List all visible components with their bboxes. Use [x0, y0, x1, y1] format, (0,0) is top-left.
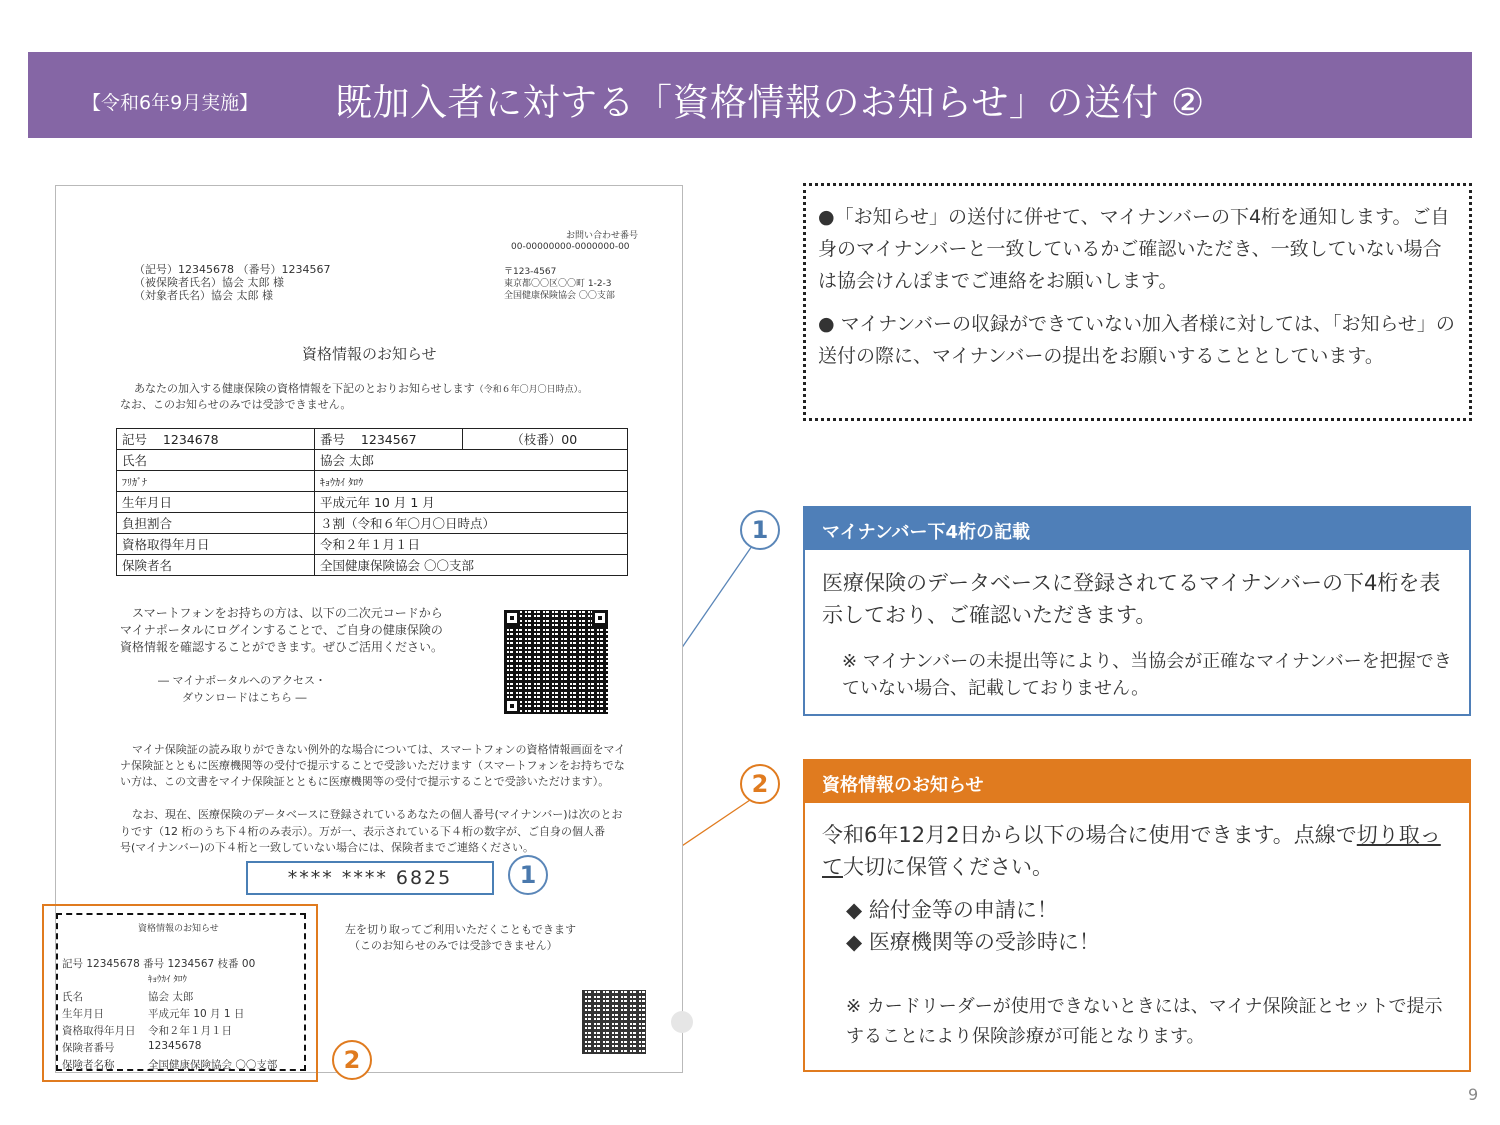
mynumber-panel-note: ※ マイナンバーの未提出等により、当協会が正確なマイナンバーを把握できていない場合、記載しておりません。 [842, 651, 1452, 699]
notice-panel-body: 令和6年12月2日から以下の場合に使用できます。点線で切り取って大切に保管ください。 [822, 823, 1441, 879]
exception-text: い方は、この文書をマイナ保険証とともに医療機関等の受付で提示することで受診いただけます）。 [120, 775, 610, 788]
smartphone-text: 資格情報を確認することができます。ぜひご活用ください。 [120, 640, 444, 654]
card-label: 保険者名称 [62, 1059, 115, 1071]
card-value: 協会 太郎 [148, 991, 194, 1003]
mynumber-text: 号(マイナンバー)の下４桁と一致していない場合には、保険者までご連絡ください。 [120, 841, 535, 854]
mynumber-text: なお、現在、医療保険のデータベースに登録されているあなたの個人番号(マイナンバー)は次のとお [132, 808, 623, 821]
masked-mynumber: **** **** 6825 [287, 867, 453, 889]
addressee-line: （対象者氏名）協会 太郎 様 [134, 289, 273, 302]
marker-1-panel: 1 [740, 510, 780, 550]
notice-bullet: ◆ 給付金等の申請に！ [846, 898, 1058, 922]
table-cell: 令和２年１月１日 [315, 534, 628, 555]
page-number: 9 [1468, 1085, 1479, 1104]
table-cell: 番号 1234567 [315, 429, 463, 450]
page-title: 既加入者に対する「資格情報のお知らせ」の送付 ② [335, 81, 1205, 124]
card-label: 氏名 [62, 991, 83, 1003]
exception-text: ナ保険証とともに医療機関等の受付で提示することで受診いただけます（スマートフォンをお持ちでな [120, 759, 625, 772]
table-cell: 負担割合 [117, 513, 315, 534]
title-tag: 【令和6年9月実施】 [82, 92, 259, 114]
smartphone-text: スマートフォンをお持ちの方は、以下の二次元コードから [132, 606, 443, 620]
table-cell: 生年月日 [117, 492, 315, 513]
table-cell: ３割（令和６年〇月〇日時点） [315, 513, 628, 534]
addressee-line: （記号）12345678 （番号）1234567 [134, 263, 331, 276]
portal-link-text[interactable]: ダウンロードはこちら ― [182, 691, 307, 704]
small-qr-code-icon [582, 990, 646, 1054]
cutout-note: 左を切り取ってご利用いただくこともできます [345, 923, 576, 936]
sender-line: 全国健康保険協会 〇〇支部 [504, 291, 615, 301]
marker-2-panel: 2 [740, 764, 780, 804]
table-cell: 氏名 [117, 450, 315, 471]
notice-panel-note: ※ カードリーダーが使用できないときには、マイナ保険証とセットで提示することにより保険診療が可能となります。 [846, 996, 1443, 1047]
notice-bullet: ◆ 医療機関等の受診時に！ [846, 930, 1100, 954]
card-value: 12345678 [148, 1040, 202, 1052]
card-value: 平成元年 10 月 1 日 [148, 1008, 245, 1020]
qr-code-icon[interactable] [504, 610, 608, 714]
inquiry-label: お問い合わせ番号 [566, 231, 639, 241]
note-paragraph: ●「お知らせ」の送付に併せて、マイナンバーの下4桁を通知します。ご自身のマイナンバーと一致しているかご確認いただき、一致していない場合は協会けんぽまでご連絡をお願いします。 [818, 206, 1450, 292]
card-label: 保険者番号 [62, 1042, 115, 1054]
inquiry-number: 00-00000000-0000000-00 [511, 242, 630, 252]
card-title: 資格情報のお知らせ [138, 924, 219, 934]
notice-document [55, 185, 683, 1073]
table-cell: ﾌﾘｶﾞﾅ [117, 471, 315, 492]
mynumber-panel-body: 医療保険のデータベースに登録されてるマイナンバーの下4桁を表示しており、ご確認いただきます。 [822, 571, 1441, 627]
notice-panel-heading: 資格情報のお知らせ [822, 775, 984, 796]
card-kigo: 記号 12345678 番号 1234567 枝番 00 [62, 958, 256, 970]
table-cell: 保険者名 [117, 555, 315, 576]
table-cell: 平成元年 10 月 1 月 [315, 492, 628, 513]
sender-line: 〒123-4567 [504, 267, 557, 277]
note-paragraph: ● マイナンバーの収録ができていない加入者様に対しては、「お知らせ」の送付の際に、マイナンバーの提出をお願いすることとしています。 [818, 313, 1455, 367]
mynumber-panel-heading: マイナンバー下4桁の記載 [822, 522, 1031, 543]
cutout-note: （このお知らせのみでは受診できません） [349, 939, 558, 952]
table-cell: 全国健康保険協会 〇〇支部 [315, 555, 628, 576]
card-value: 令和２年１月１日 [148, 1025, 232, 1037]
card-value: 全国健康保険協会 〇〇支部 [148, 1059, 278, 1071]
card-kana: ｷｮｳｶｲ ﾀﾛｳ [148, 975, 187, 985]
portal-link-text[interactable]: ― マイナポータルへのアクセス・ [158, 674, 326, 687]
scroll-circle-icon [671, 1011, 693, 1033]
table-cell: 記号 1234678 [117, 429, 315, 450]
table-cell: （枝番）00 [462, 429, 627, 450]
card-label: 資格取得年月日 [62, 1025, 136, 1037]
card-label: 生年月日 [62, 1008, 104, 1020]
intro-line: なお、このお知らせのみでは受診できません。 [120, 398, 352, 411]
marker-1-doc: 1 [508, 855, 548, 895]
mynumber-text: りです（12 桁のうち下４桁のみ表示）。万が一、表示されている下４桁の数字が、ご自身の個人番 [120, 825, 605, 838]
document-title: 資格情報のお知らせ [302, 345, 437, 363]
marker-2-doc: 2 [332, 1040, 372, 1080]
addressee-line: （被保険者氏名）協会 太郎 様 [134, 276, 284, 289]
table-cell: 協会 太郎 [315, 450, 628, 471]
table-cell: 資格取得年月日 [117, 534, 315, 555]
sender-line: 東京都〇〇区〇〇町 1-2-3 [504, 279, 612, 289]
table-cell: ｷｮｳｶｲ ﾀﾛｳ [315, 471, 628, 492]
exception-text: マイナ保険証の読み取りができない例外的な場合については、スマートフォンの資格情報画面をマイ [132, 743, 626, 756]
info-table [116, 428, 628, 576]
intro-line: あなたの加入する健康保険の資格情報を下記のとおりお知らせします（令和６年〇月〇日時点）。 [134, 382, 588, 395]
smartphone-text: マイナポータルにログインすることで、ご自身の健康保険の [120, 623, 443, 637]
